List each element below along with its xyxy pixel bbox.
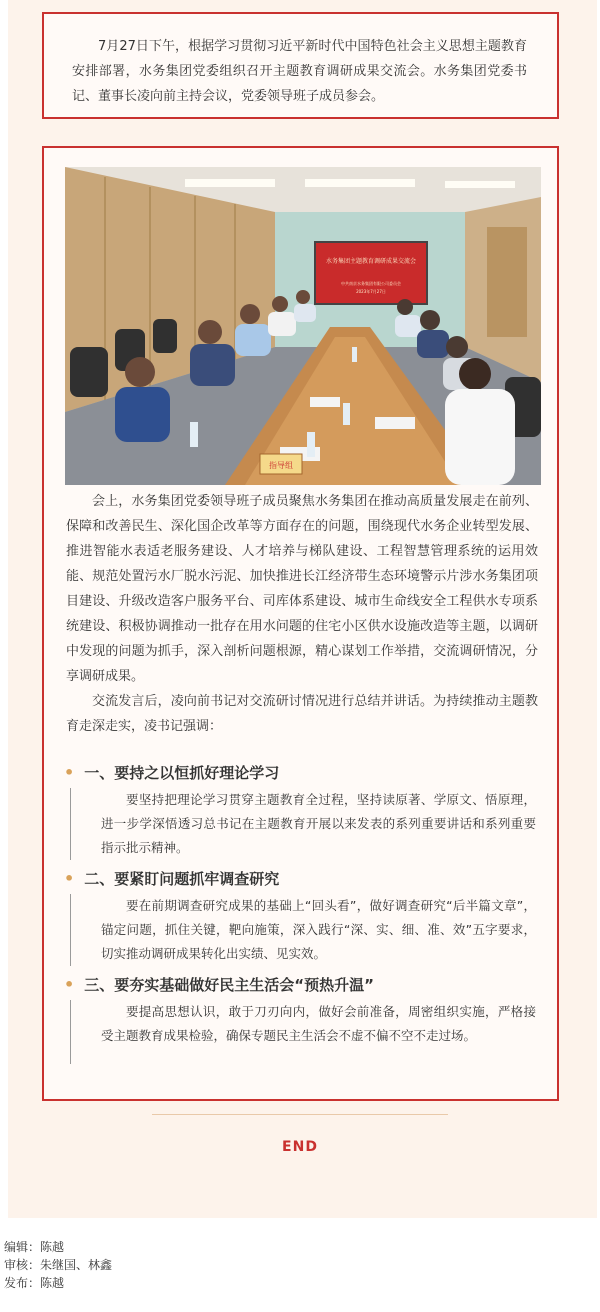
section-1-quote bbox=[70, 788, 536, 860]
section-3-title-text: 三、要夯实基础做好民主生活会“预热升温” bbox=[84, 976, 374, 994]
body-paragraph-2: 交流发言后，凌向前书记对交流研讨情况进行总结并讲话。为持续推动主题教育走深走实，凌书记强调： bbox=[66, 694, 538, 734]
body-paragraph-1: 会上，水务集团党委领导班子成员聚焦水务集团在推动高质量发展走在前列、保障和改善民生、深化国企改革等方面存在的问题，围绕现代水务企业转型发展、推进智能水表适老服务建设、人才培养与梯队建设、工程智慧管理系统的运用效能、规范处置污水厂脱水污泥、加快推进长江经济带生态环境警示片涉水务集团项目建设、升级改造客户服务平台、司库体系建设、城市生命线安全工程供水专项系统建设、积极协调推动一批存在用水问题的住宅小区供水设施改造等主题，以调研中发现的问题为抓手，深入剖析问题根源，精心谋划工作举措，交流调研情况，分享调研成果。 bbox=[66, 494, 538, 684]
screen-subtitle: 中共南京水务集团有限公司委员会 bbox=[341, 281, 401, 286]
section-3-text: 要提高思想认识，敢于刀刃向内，做好会前准备，周密组织实施，严格接受主题教育成果检验，确保专题民主生活会不虚不偏不空不走过场。 bbox=[101, 1004, 536, 1043]
bullet-dot-icon: • bbox=[64, 869, 75, 888]
credit-editor: 编辑：陈越 bbox=[4, 1240, 65, 1254]
end-label: END bbox=[282, 1139, 318, 1155]
section-3-quote bbox=[70, 1000, 536, 1064]
section-2-title-text: 二、要紧盯问题抓牢调查研究 bbox=[84, 870, 280, 888]
main-content-box bbox=[42, 146, 559, 1101]
credit-publisher: 发布：陈越 bbox=[4, 1276, 65, 1290]
section-2-title bbox=[64, 868, 279, 889]
section-1-text: 要坚持把理论学习贯穿主题教育全过程，坚持读原著、学原文、悟原理，进一步学深悟透习总书记在主题教育开展以来发表的系列重要讲话和系列重要指示批示精神。 bbox=[101, 792, 536, 855]
section-2-text: 要在前期调查研究成果的基础上“回头看”，做好调查研究“后半篇文章”，锚定问题，抓住关键，靶向施策，深入践行“深、实、细、准、效”五字要求，切实推动调研成果转化出实绩、见实效。 bbox=[101, 898, 536, 961]
screen-date: 2023年7月27日 bbox=[356, 289, 386, 294]
bullet-dot-icon: • bbox=[64, 763, 75, 782]
credits bbox=[4, 1238, 112, 1292]
intro-box bbox=[42, 12, 559, 119]
bullet-dot-icon: • bbox=[64, 975, 75, 994]
credit-reviewer: 审核：朱继国、林鑫 bbox=[4, 1258, 113, 1272]
name-card-text: 指导组 bbox=[269, 461, 293, 470]
article-body bbox=[66, 489, 538, 739]
end-divider bbox=[152, 1114, 448, 1115]
meeting-photo bbox=[65, 167, 541, 485]
intro-paragraph: 7月27日下午，根据学习贯彻习近平新时代中国特色社会主义思想主题教育安排部署，水务集团党委组织召开主题教育调研成果交流会。水务集团党委书记、董事长凌向前主持会议，党委领导班子成员参会。 bbox=[72, 39, 527, 104]
section-1-title-text: 一、要持之以恒抓好理论学习 bbox=[84, 764, 280, 782]
section-2-quote bbox=[70, 894, 536, 966]
section-1-title bbox=[64, 762, 279, 783]
section-3-title bbox=[64, 974, 374, 995]
screen-title: 水务集团主题教育调研成果交流会 bbox=[325, 258, 417, 265]
